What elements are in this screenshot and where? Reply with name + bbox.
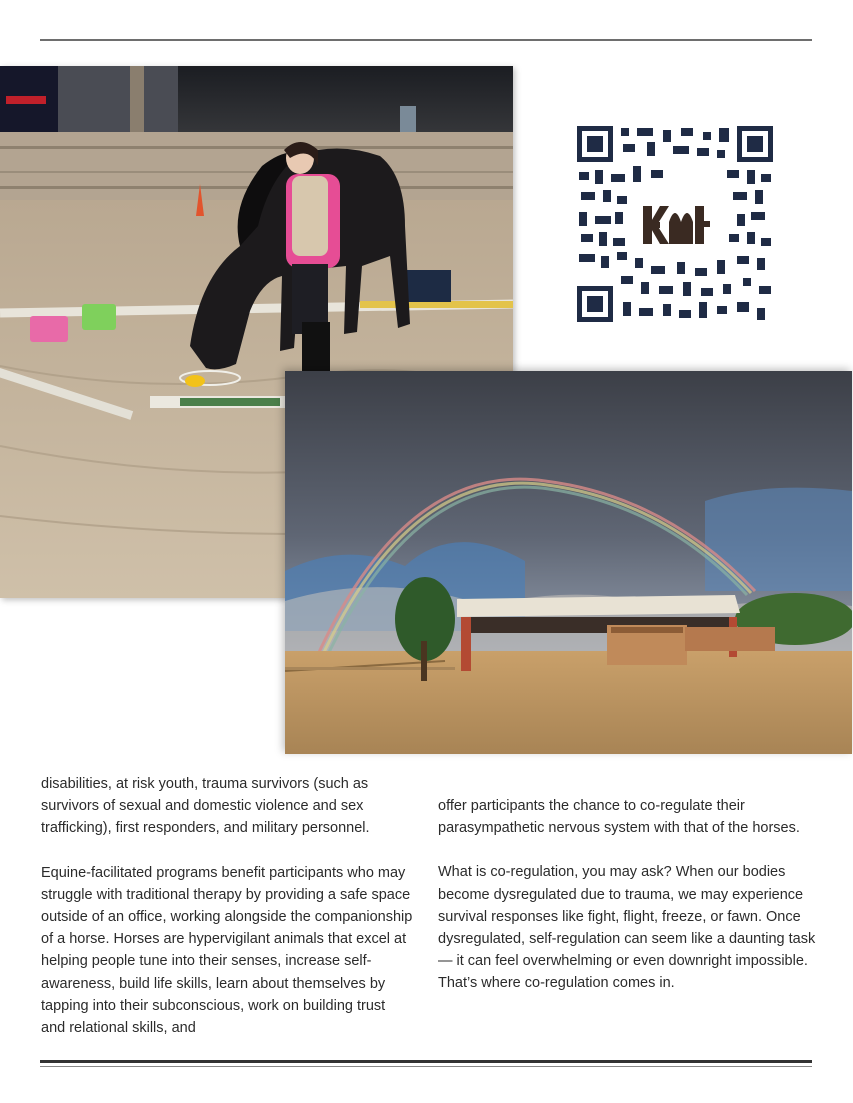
top-rule [40, 39, 812, 41]
paragraph: offer participants the chance to co-regulate their parasympathetic nervous system with that of the horses. [438, 798, 800, 837]
paragraph: Equine-facilitated programs benefit participants who may struggle with traditional therapy by providing a safe space outside of an office, working alongside the companionship of a horse. Horses are hypervigilant animals that excel at helping people tune into their senses, increase self-awareness, build life skills, learn about themselves by tapping into their subconscious, work on building trust and relational skills, and [41, 864, 413, 1037]
qr-code-graphic [577, 126, 773, 322]
bottom-rule-thin [40, 1066, 812, 1067]
rainbow-barn-photo [285, 371, 852, 754]
text-column-left [41, 773, 413, 1061]
bottom-rule [40, 1060, 812, 1063]
rainbow-barn-illustration [285, 371, 852, 754]
paragraph: What is co-regulation, you may ask? When our bodies become dysregulated due to trauma, we may experience survival responses like fight, flight, freeze, or fawn. Once dysregulated, self-regulation can seem like a daunting task— it can feel overwhelming or even downright impossible. That’s where co-regulation comes in. [438, 864, 816, 992]
text-column-right [438, 795, 816, 1017]
paragraph: disabilities, at risk youth, trauma survivors (such as survivors of sexual and domestic violence and sex trafficking), first responders, and military personnel. [41, 776, 370, 837]
qr-code[interactable] [577, 126, 773, 322]
